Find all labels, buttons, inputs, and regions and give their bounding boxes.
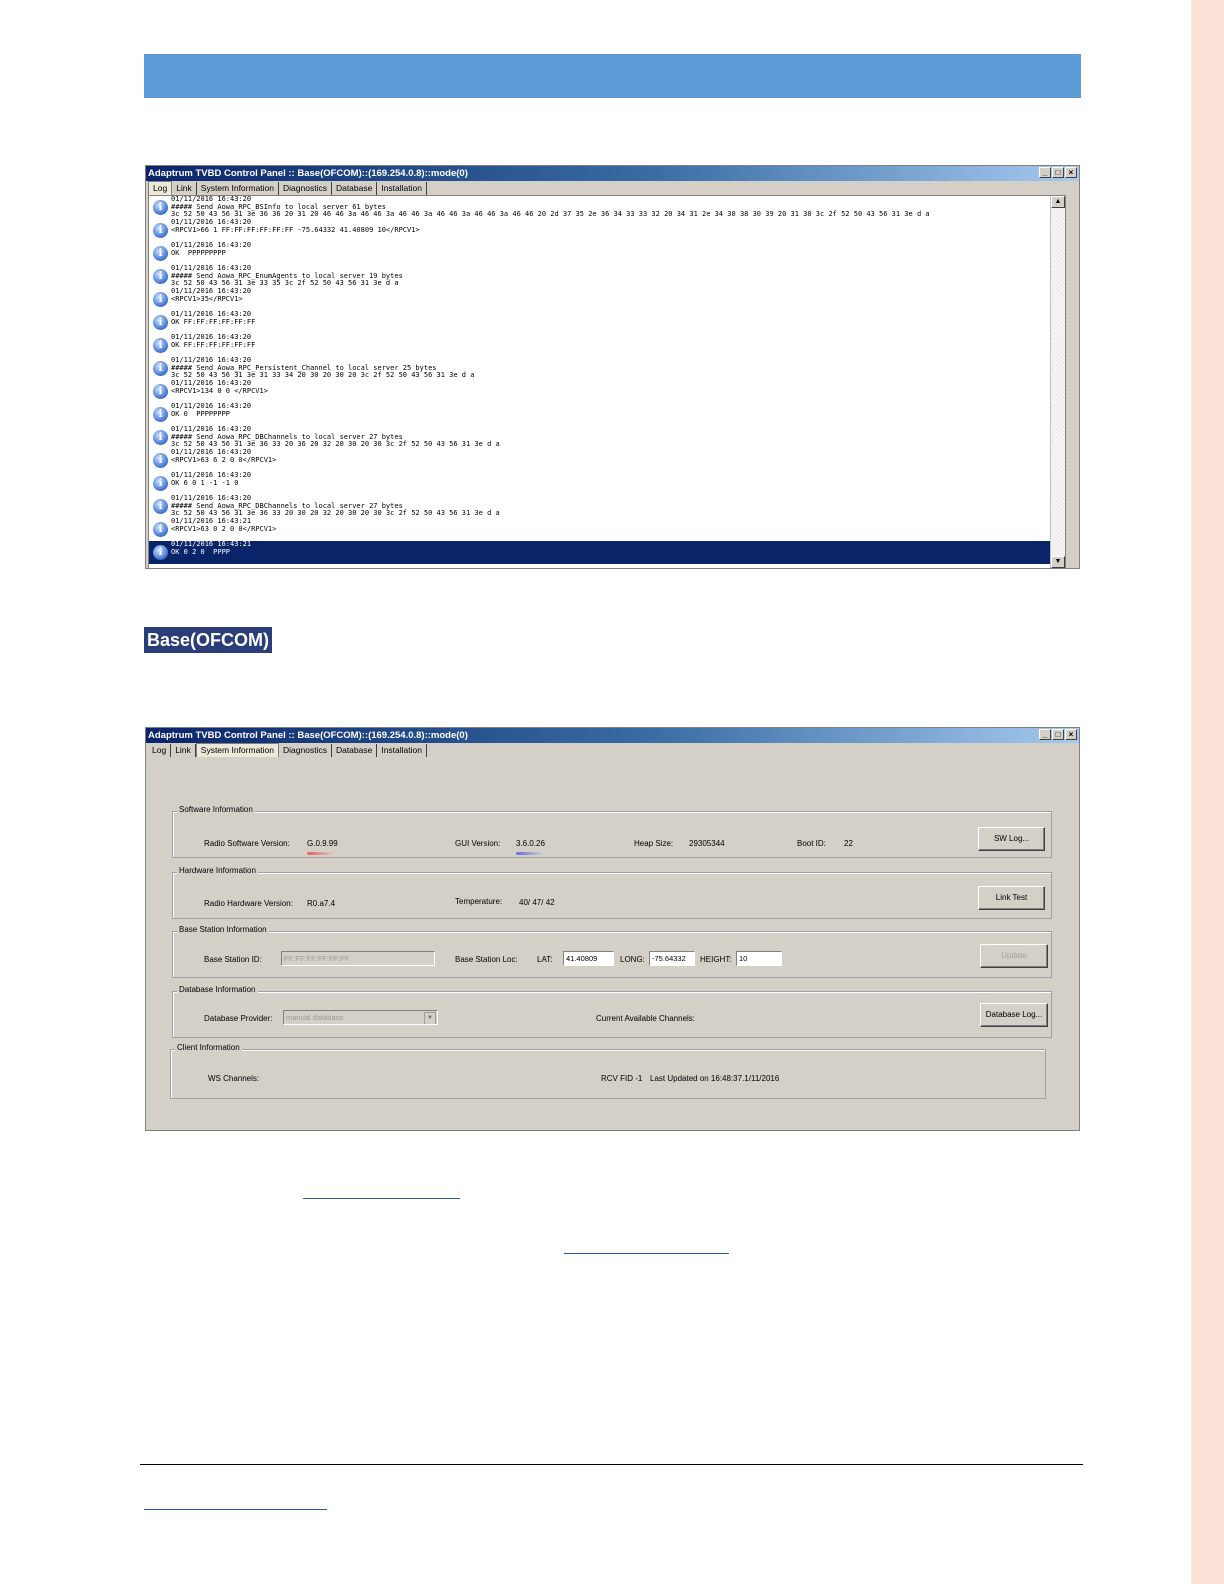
- log-line: 3c 52 50 43 56 31 3e 33 35 3c 2f 52 50 43 56 31 3e d a: [171, 279, 399, 287]
- chevron-down-icon[interactable]: ▼: [424, 1012, 436, 1025]
- group-title: Client Information: [177, 1043, 240, 1052]
- info-icon: i: [153, 223, 168, 238]
- log-line: ##### Send Aowa_RPC_DBChannels to local server 27 bytes: [171, 501, 403, 510]
- log-line: OK 0 PPPPPPPP: [171, 409, 231, 418]
- tab-log[interactable]: Log: [148, 181, 172, 195]
- log-entry[interactable]: [149, 265, 1065, 288]
- log-entry[interactable]: [149, 311, 1065, 334]
- window-titlebar: [146, 728, 1079, 743]
- hyperlink-underline[interactable]: [564, 1253, 729, 1254]
- log-timestamp: 01/11/2016 16:43:20: [171, 357, 252, 364]
- info-icon: i: [153, 269, 168, 284]
- gui-version-label: GUI Version:: [455, 839, 501, 848]
- base-station-info-group: [172, 925, 1052, 978]
- info-icon: i: [153, 407, 168, 422]
- tab-log[interactable]: Log: [148, 744, 171, 757]
- gui-version-value: 3.6.0.26: [516, 839, 545, 848]
- tab-diagnostics[interactable]: Diagnostics: [279, 744, 332, 757]
- radio-sw-value: G.0.9.99: [307, 839, 338, 848]
- group-title: Software Information: [179, 805, 253, 814]
- footer-link-underline[interactable]: [144, 1509, 327, 1510]
- base-station-loc-label: Base Station Loc:: [455, 955, 518, 964]
- tab-bar: [146, 744, 1079, 757]
- log-scrollbar[interactable]: [1050, 196, 1065, 568]
- log-entry[interactable]: [149, 518, 1065, 541]
- log-line: <RPCV1>63 6 2 0 0</RPCV1>: [171, 455, 277, 464]
- maximize-button[interactable]: □: [1052, 167, 1064, 178]
- info-icon: i: [153, 545, 168, 560]
- log-line: 3c 52 50 43 56 31 3e 36 36 20 31 20 46 46 3a 46 46 3a 46 46 3a 46 46 3a 46 46 3a 46 46 20 2d 37 35 2e 36 34 33 33 32 20 34 31 2e 34 30 38 30 39 20 31 30 3c 2f 52 50 43 56 31 3e d a: [171, 210, 930, 218]
- database-provider-value: manual database: [286, 1013, 344, 1022]
- log-entry[interactable]: [149, 334, 1065, 357]
- log-entry[interactable]: [149, 541, 1065, 564]
- log-entry[interactable]: [149, 495, 1065, 518]
- log-line: <RPCV1>63 0 2 0 0</RPCV1>: [171, 524, 277, 533]
- tab-bar: [146, 182, 1079, 195]
- database-log-button[interactable]: Database Log...: [980, 1003, 1048, 1027]
- boot-id-label: Boot ID:: [797, 839, 826, 848]
- close-button[interactable]: ×: [1065, 729, 1077, 740]
- log-entry[interactable]: [149, 357, 1065, 380]
- log-line: <RPCV1>66 1 FF:FF:FF:FF:FF:FF -75.64332 41.40809 10</RPCV1>: [171, 225, 420, 234]
- software-info-group: [172, 805, 1052, 858]
- group-title: Base Station Information: [179, 925, 267, 934]
- info-icon: i: [153, 453, 168, 468]
- log-timestamp: 01/11/2016 16:43:21: [171, 518, 252, 525]
- temperature-value: 40/ 47/ 42: [519, 898, 555, 907]
- scroll-down-icon[interactable]: ▼: [1051, 556, 1065, 568]
- log-line: ##### Send Aowa_RPC_EnumAgents to local server 19 bytes: [171, 271, 403, 280]
- annotation-underline-blue: [516, 852, 544, 855]
- tab-installation[interactable]: Installation: [377, 744, 427, 757]
- tab-installation[interactable]: Installation: [377, 182, 427, 195]
- log-line: OK 6 0 1 -1 -1 0: [171, 478, 239, 487]
- group-title: Hardware Information: [179, 866, 256, 875]
- radio-hw-value: R0.a7.4: [307, 899, 336, 908]
- info-icon: i: [153, 200, 168, 215]
- base-ofcom-label: Base(OFCOM): [144, 627, 272, 653]
- tab-database[interactable]: Database: [332, 744, 377, 757]
- database-provider-label: Database Provider:: [204, 1014, 273, 1023]
- height-label: HEIGHT:: [700, 955, 732, 964]
- log-entry[interactable]: [149, 403, 1065, 426]
- height-field[interactable]: 10: [736, 951, 782, 966]
- heap-size-value: 29305344: [689, 839, 725, 848]
- base-station-id-field[interactable]: FF:FF:FF:FF:FF:FF: [281, 951, 435, 966]
- info-icon: i: [153, 476, 168, 491]
- hardware-info-group: [172, 866, 1052, 919]
- log-line: ##### Send Aowa_RPC_DBChannels to local server 27 bytes: [171, 432, 403, 441]
- maximize-button[interactable]: □: [1052, 729, 1064, 740]
- tab-diagnostics[interactable]: Diagnostics: [279, 182, 332, 195]
- temperature-label: Temperature:: [455, 897, 503, 906]
- log-line: OK FF:FF:FF:FF:FF:FF: [171, 340, 256, 349]
- log-line: ##### Send Aowa_RPC_Persistent_Channel to local server 25 bytes: [171, 363, 437, 372]
- tab-link[interactable]: Link: [171, 744, 196, 757]
- lat-field[interactable]: 41.40809: [563, 951, 614, 966]
- database-info-group: [172, 985, 1052, 1038]
- log-list[interactable]: [148, 195, 1066, 569]
- group-title: Database Information: [179, 985, 256, 994]
- tab-link[interactable]: Link: [172, 182, 197, 195]
- log-line: 3c 52 50 43 56 31 3e 36 33 20 36 20 32 20 30 20 30 3c 2f 52 50 43 56 31 3e d a: [171, 440, 500, 448]
- log-entry[interactable]: [149, 472, 1065, 495]
- last-updated-label: Last Updated on 16:48:37.1/11/2016: [650, 1074, 780, 1083]
- long-field[interactable]: -75.64332: [649, 951, 695, 966]
- log-entry[interactable]: [149, 288, 1065, 311]
- log-entry[interactable]: [149, 196, 1065, 219]
- info-icon: i: [153, 361, 168, 376]
- link-test-button[interactable]: Link Test: [978, 886, 1045, 910]
- info-icon: i: [153, 246, 168, 261]
- footer-rule: [140, 1464, 1083, 1465]
- lat-label: LAT:: [537, 955, 553, 964]
- log-timestamp: 01/11/2016 16:43:20: [171, 311, 252, 318]
- log-timestamp: 01/11/2016 16:43:20: [171, 288, 252, 295]
- minimize-button[interactable]: _: [1039, 167, 1051, 178]
- boot-id-value: 22: [844, 839, 853, 848]
- control-panel-window-log: [145, 165, 1080, 569]
- log-timestamp: 01/11/2016 16:43:20: [171, 495, 252, 502]
- scroll-up-icon[interactable]: ▲: [1051, 196, 1065, 208]
- close-button[interactable]: ×: [1065, 167, 1077, 178]
- hyperlink-underline[interactable]: [303, 1198, 460, 1199]
- tab-system-information[interactable]: System Information: [196, 743, 279, 757]
- log-entry[interactable]: [149, 426, 1065, 449]
- log-timestamp: 01/11/2016 16:43:20: [171, 449, 252, 456]
- log-timestamp: 01/11/2016 16:43:20: [171, 196, 252, 203]
- log-timestamp: 01/11/2016 16:43:20: [171, 242, 252, 249]
- log-entry[interactable]: [149, 449, 1065, 472]
- radio-sw-label: Radio Software Version:: [204, 839, 290, 848]
- log-line: OK 0 2 0 PPPP: [171, 547, 231, 556]
- window-title: Adaptrum TVBD Control Panel :: Base(OFCOM)::(169.254.0.8)::mode(0): [148, 730, 468, 741]
- log-timestamp: 01/11/2016 16:43:20: [171, 403, 252, 410]
- log-line: OK PPPPPPPPP: [171, 248, 226, 257]
- base-station-id-label: Base Station ID:: [204, 955, 262, 964]
- info-icon: i: [153, 384, 168, 399]
- info-icon: i: [153, 315, 168, 330]
- log-line: 3c 52 50 43 56 31 3e 31 33 34 20 30 20 30 20 3c 2f 52 50 43 56 31 3e d a: [171, 371, 475, 379]
- ws-channels-label: WS Channels:: [208, 1074, 260, 1083]
- log-timestamp: 01/11/2016 16:43:20: [171, 380, 252, 387]
- window-title: Adaptrum TVBD Control Panel :: Base(OFCOM)::(169.254.0.8)::mode(0): [148, 168, 468, 179]
- log-entry[interactable]: [149, 219, 1065, 242]
- log-line: OK FF:FF:FF:FF:FF:FF: [171, 317, 256, 326]
- annotation-underline-red: [307, 852, 335, 855]
- log-timestamp: 01/11/2016 16:43:21: [171, 541, 252, 548]
- heap-size-label: Heap Size:: [634, 839, 674, 848]
- long-label: LONG:: [620, 955, 645, 964]
- info-icon: i: [153, 292, 168, 307]
- window-titlebar: [146, 166, 1079, 181]
- info-icon: i: [153, 499, 168, 514]
- tab-database[interactable]: Database: [332, 182, 377, 195]
- info-icon: i: [153, 522, 168, 537]
- current-channels-label: Current Available Channels:: [596, 1014, 696, 1023]
- log-line: <RPCV1>35</RPCV1>: [171, 294, 243, 303]
- log-timestamp: 01/11/2016 16:43:20: [171, 472, 252, 479]
- page-side-stripe: [1191, 0, 1224, 1584]
- log-timestamp: 01/11/2016 16:43:20: [171, 219, 252, 226]
- log-line: ##### Send Aowa_RPC_BSInfo to local server 61 bytes: [171, 202, 386, 211]
- log-entry[interactable]: [149, 380, 1065, 403]
- info-icon: i: [153, 338, 168, 353]
- log-entry[interactable]: [149, 242, 1065, 265]
- log-line: <RPCV1>134 0 0 </RPCV1>: [171, 386, 268, 395]
- log-timestamp: 01/11/2016 16:43:20: [171, 426, 252, 433]
- log-timestamp: 01/11/2016 16:43:20: [171, 334, 252, 341]
- update-button[interactable]: Update: [980, 944, 1048, 968]
- sw-log-button[interactable]: SW Log...: [978, 827, 1045, 851]
- info-icon: i: [153, 430, 168, 445]
- control-panel-window-sysinfo: [145, 727, 1080, 1131]
- tab-system-information[interactable]: System Information: [197, 182, 279, 195]
- rcv-fid-label: RCV FID -1: [601, 1074, 643, 1083]
- database-provider-select[interactable]: [283, 1010, 438, 1025]
- section-header-band: [144, 54, 1081, 98]
- radio-hw-label: Radio Hardware Version:: [204, 899, 293, 908]
- log-line: 3c 52 50 43 56 31 3e 36 33 20 30 20 32 20 30 20 30 3c 2f 52 50 43 56 31 3e d a: [171, 509, 500, 517]
- client-info-group: [170, 1043, 1046, 1099]
- minimize-button[interactable]: _: [1039, 729, 1051, 740]
- log-timestamp: 01/11/2016 16:43:20: [171, 265, 252, 272]
